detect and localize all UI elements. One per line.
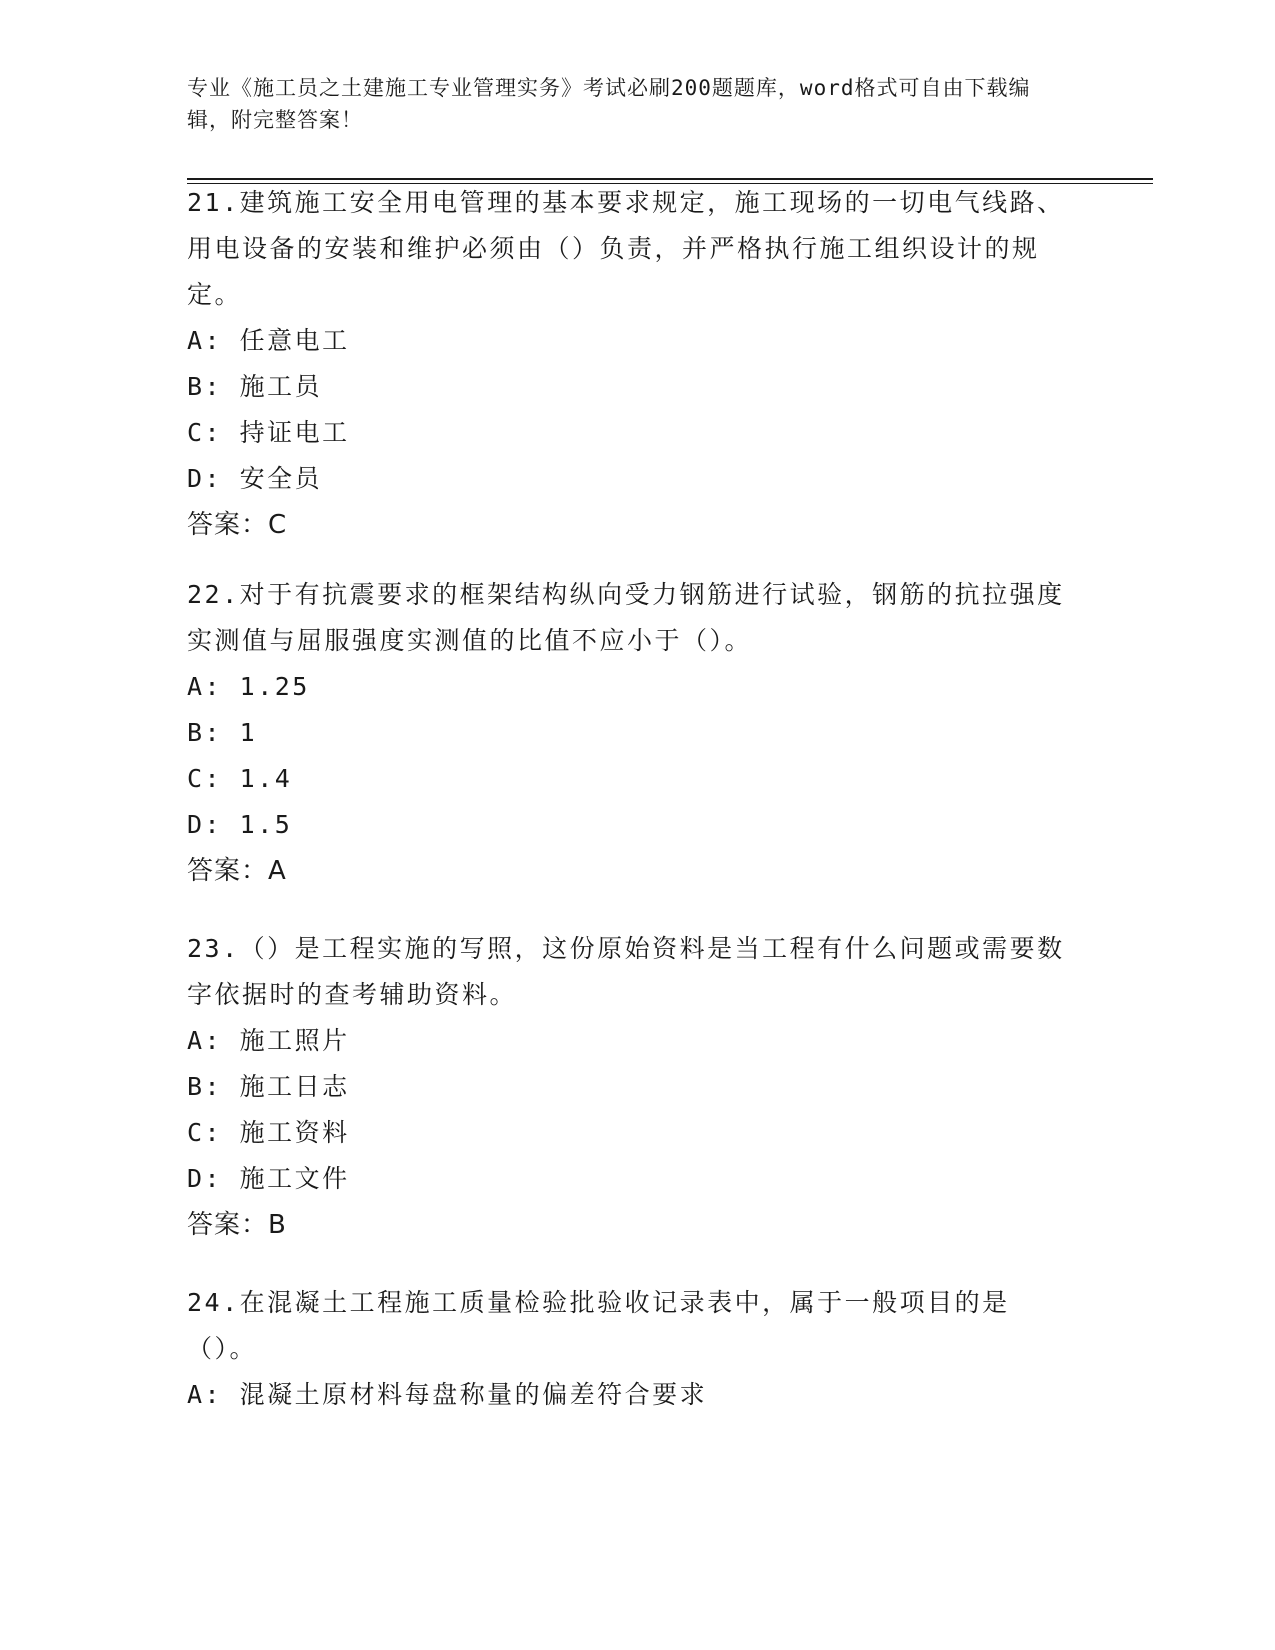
option-c: C: 持证电工 [187,418,350,447]
question-21 [187,180,1077,548]
option-b: B: 施工日志 [187,1072,350,1101]
question-stem: 24.在混凝土工程施工质量检验批验收记录表中，属于一般项目的是（）。 [187,1288,1010,1363]
question-23 [187,926,1077,1248]
option-c: C: 施工资料 [187,1118,350,1147]
option-d: D: 施工文件 [187,1164,350,1193]
question-stem: 22.对于有抗震要求的框架结构纵向受力钢筋进行试验，钢筋的抗拉强度实测值与屈服强度实测值的比值不应小于（）。 [187,580,1065,655]
question-stem: 23.（）是工程实施的写照，这份原始资料是当工程有什么问题或需要数字依据时的查考辅助资料。 [187,934,1065,1009]
option-a: A: 1.25 [187,672,310,701]
option-d: D: 1.5 [187,810,293,839]
question-stem: 21.建筑施工安全用电管理的基本要求规定，施工现场的一切电气线路、用电设备的安装和维护必须由（）负责，并严格执行施工组织设计的规定。 [187,188,1065,309]
option-a: A: 混凝土原材料每盘称量的偏差符合要求 [187,1380,708,1409]
option-c: C: 1.4 [187,764,293,793]
option-b: B: 1 [187,718,258,747]
option-a: A: 施工照片 [187,1026,350,1055]
answer: 答案：C [187,510,288,540]
question-22 [187,572,1077,894]
option-d: D: 安全员 [187,464,323,493]
question-24 [187,1280,1077,1418]
answer: 答案：B [187,1210,287,1240]
option-b: B: 施工员 [187,372,323,401]
document-header: 专业《施工员之土建施工专业管理实务》考试必刷200题题库，word格式可自由下载编辑，附完整答案！ [187,76,1031,132]
option-a: A: 任意电工 [187,326,350,355]
answer: 答案：A [187,856,287,886]
